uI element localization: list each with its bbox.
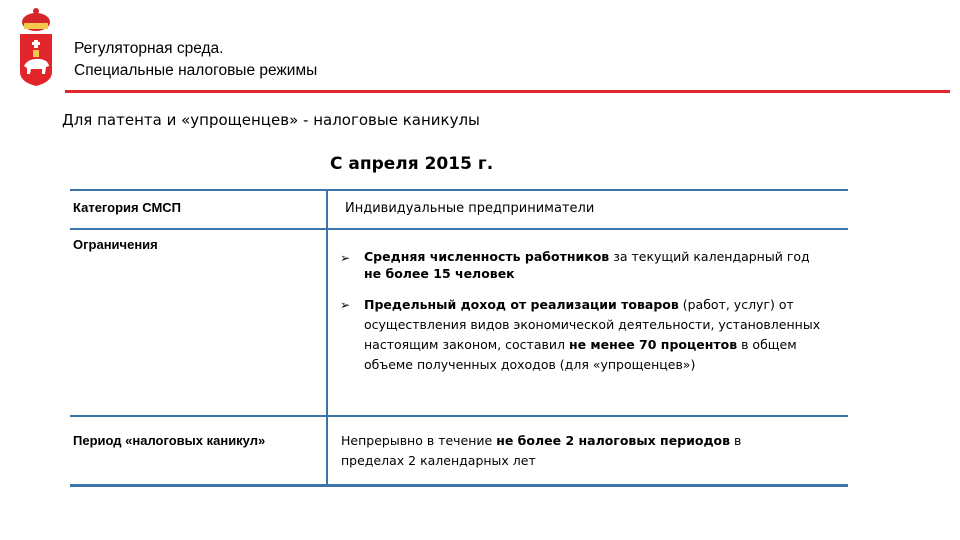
bold-text: не более 2 налоговых периодов [496,433,731,448]
text: за текущий календарный год [609,249,810,264]
header-divider [65,90,950,93]
row-label-period: Период «налоговых каникул» [73,433,266,448]
table-column-divider [326,190,328,486]
date-heading: С апреля 2015 г. [330,154,494,174]
bold-text: не менее 70 процентов [568,337,738,352]
table-line [70,228,848,230]
coat-of-arms-logo [18,6,54,86]
arrow-bullet-icon: ➢ [340,298,351,312]
slide-title [74,38,317,82]
text: Непрерывно в течение [341,433,497,448]
table-line [70,189,848,191]
text: в пределах 2 календарных лет [341,433,742,468]
row-label-restrictions: Ограничения [73,237,158,252]
row-value-category: Индивидуальные предприниматели [345,201,595,216]
table-line [70,415,848,417]
title-line-1: Регуляторная среда. [74,40,224,57]
row-label-category: Категория СМСП [73,200,182,215]
title-line-2: Специальные налоговые режимы [74,62,318,79]
bold-text: Предельный доход от реализации товаров [364,297,679,312]
arrow-bullet-icon: ➢ [340,251,351,265]
text: (работ, услуг) от осуществления видов экономической деятельности, установленных настоящим законом, составил [364,297,821,352]
bold-text: Средняя численность работников [364,249,610,264]
subtitle: Для патента и «упрощенцев» - налоговые каникулы [62,111,480,129]
bold-text: не более 15 человек [364,266,515,281]
row-value-period [341,431,801,471]
text: в общем объеме полученных доходов (для «упрощенцев») [364,337,797,372]
table-line [70,484,848,487]
